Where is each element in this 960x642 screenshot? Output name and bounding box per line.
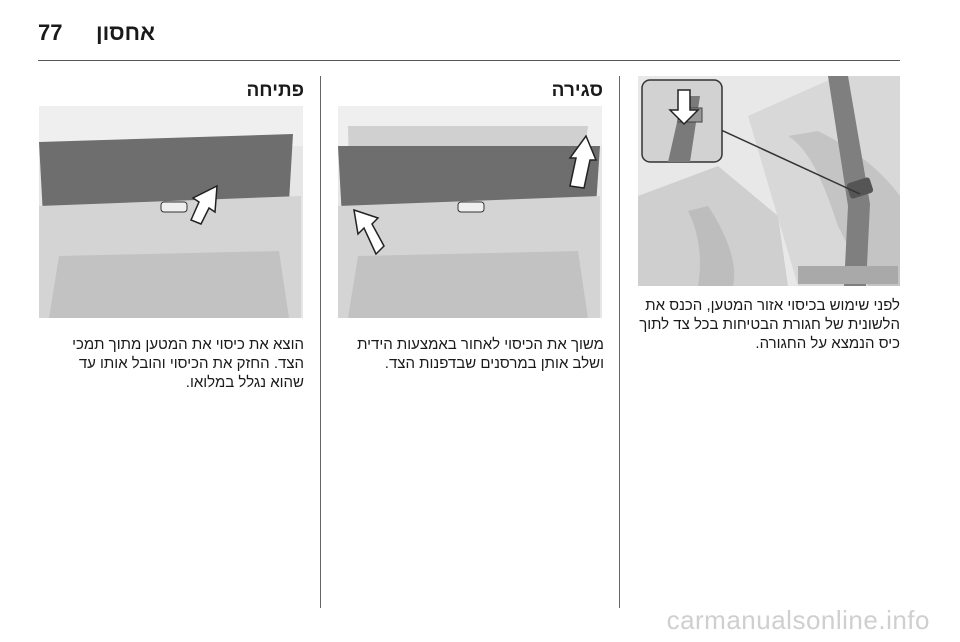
header-rule bbox=[38, 60, 900, 61]
page-number: 77 bbox=[38, 20, 63, 45]
chapter-title: אחסון bbox=[96, 20, 156, 45]
column-divider bbox=[320, 76, 321, 608]
section-title-opening: פתיחה bbox=[246, 80, 304, 101]
section-title-closing: סגירה bbox=[551, 80, 603, 101]
figure-opening bbox=[39, 106, 303, 318]
caption-closing: משוך את הכיסוי לאחור באמצעות הידית ושלב אותן במרסנים שבדפנות הצד. bbox=[357, 336, 604, 372]
caption-belt-tab: לפני שימוש בכיסוי אזור המטען, הכנס את הלשונית של חגורת הבטיחות בכל צד לתוך כיס הנמצא על החגורה. bbox=[639, 297, 900, 352]
watermark: carmanualsonline.info bbox=[666, 605, 930, 635]
caption-opening: הוצא את כיסוי את המטען מתוך תמכי הצד. החזק את הכיסוי והובל אותו עד שהוא נגלל במלואו. bbox=[72, 336, 304, 391]
figure-belt-tab bbox=[638, 76, 900, 286]
figure-closing bbox=[338, 106, 602, 318]
